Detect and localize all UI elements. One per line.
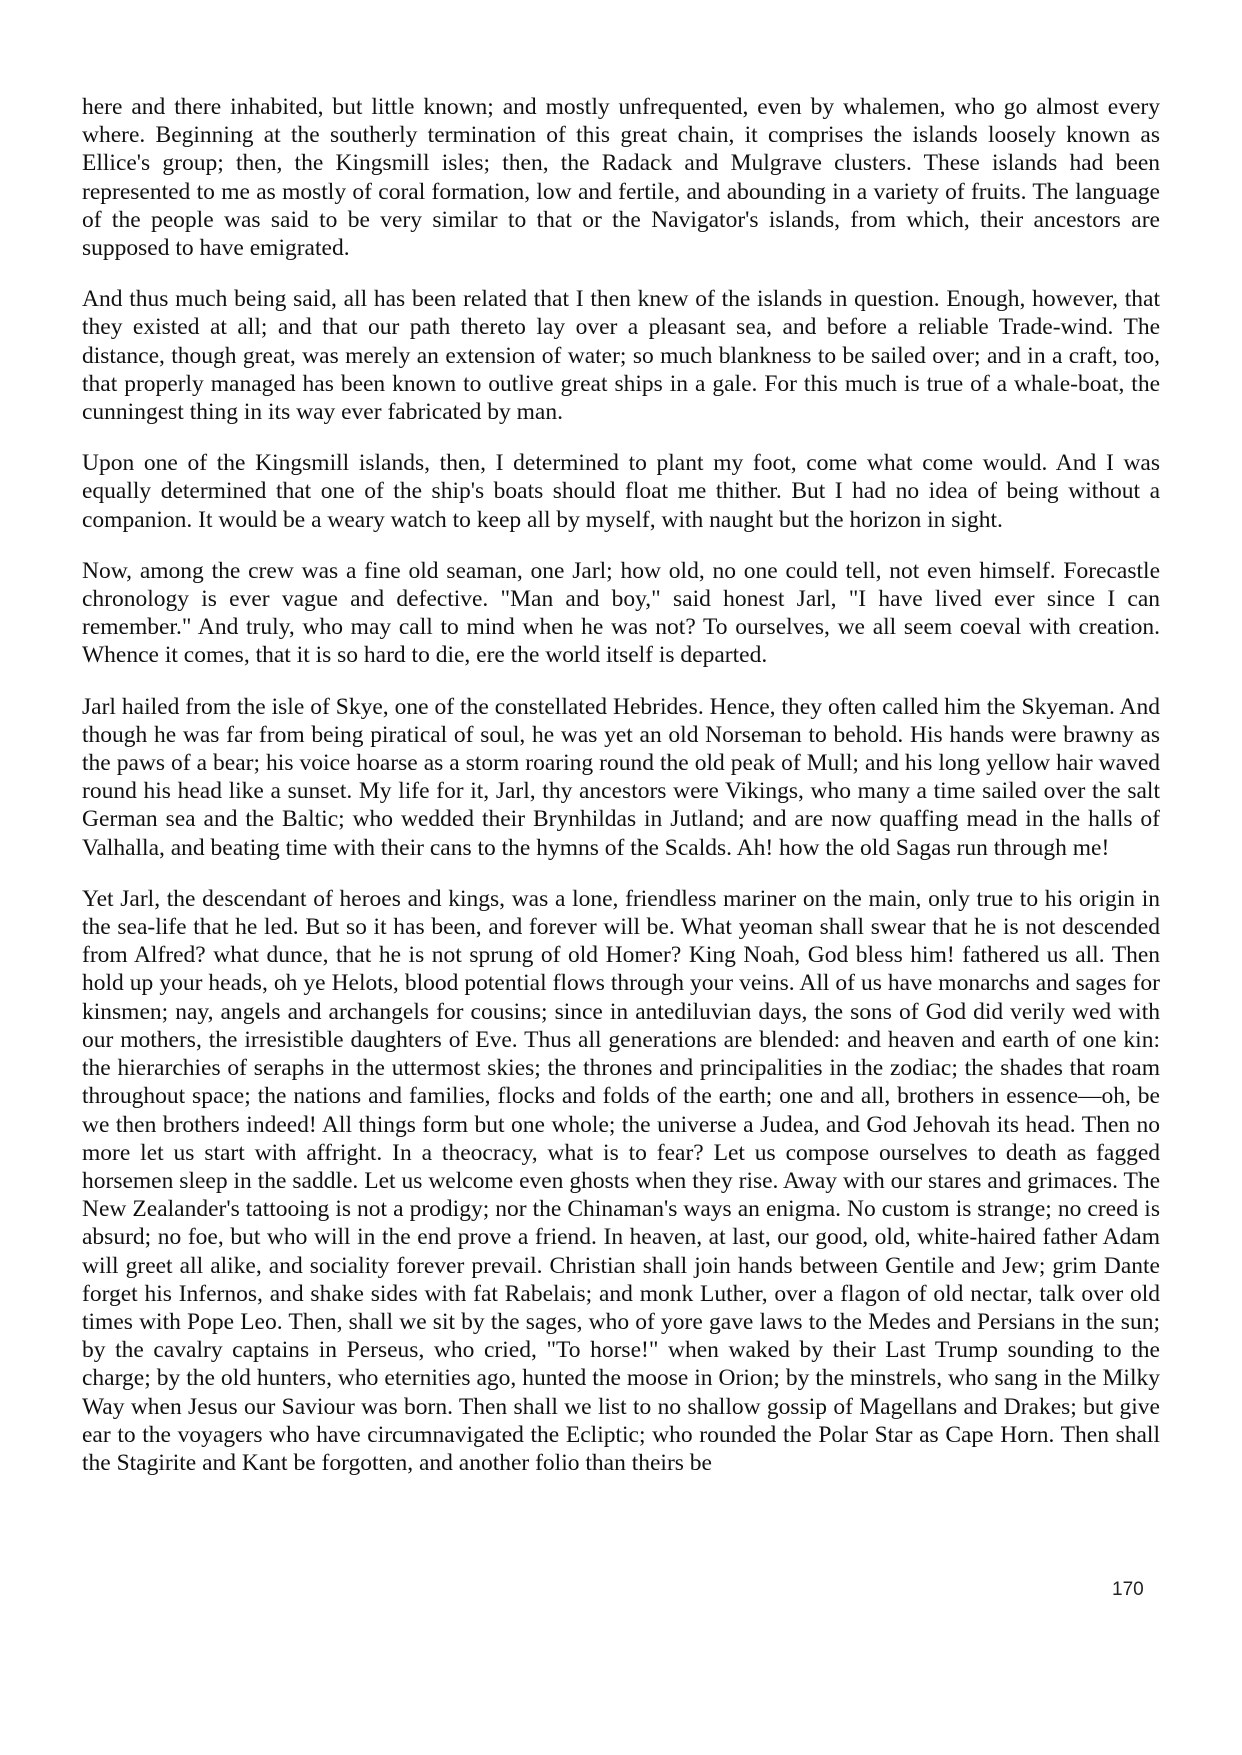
paragraph-4: Now, among the crew was a fine old seaman, one Jarl; how old, no one could tell, not even himself. Forecastle chronology is ever vague and defective. "Man and boy," said honest Jarl, "I have lived ever since I can remember." And truly, who may call to mind when he was not? To ourselves, we all seem coeval with creation. Whence it comes, that it is so hard to die, ere the world itself is departed. xyxy=(82,557,1160,669)
paragraph-6: Yet Jarl, the descendant of heroes and kings, was a lone, friendless mariner on the main, only true to his origin in the sea-life that he led. But so it has been, and forever will be. What yeoman shall swear that he is not descended from Alfred? what dunce, that he is not sprung of old Homer? King Noah, God bless him! fathered us all. Then hold up your heads, oh ye Helots, blood potential flows through your veins. All of us have monarchs and sages for kinsmen; nay, angels and archangels for cousins; since in antediluvian days, the sons of God did verily wed with our mothers, the irresistible daughters of Eve. Thus all generations are blended: and heaven and earth of one kin: the hierarchies of seraphs in the uttermost skies; the thrones and principalities in the zodiac; the shades that roam throughout space; the nations and families, flocks and folds of the earth; one and all, brothers in essence—oh, be we then brothers indeed! All things form but one whole; the universe a Judea, and God Jehovah its head. Then no more let us start with affright. In a theocracy, what is to fear? Let us compose ourselves to death as fagged horsemen sleep in the saddle. Let us welcome even ghosts when they rise. Away with our stares and grimaces. The New Zealander's tattooing is not a prodigy; nor the Chinaman's ways an enigma. No custom is strange; no creed is absurd; no foe, but who will in the end prove a friend. In heaven, at last, our good, old, white-haired father Adam will greet all alike, and sociality forever prevail. Christian shall join hands between Gentile and Jew; grim Dante forget his Infernos, and shake sides with fat Rabelais; and monk Luther, over a flagon of old nectar, talk over old times with Pope Leo. Then, shall we sit by the sages, who of yore gave laws to the Medes and Persians in the sun; by the cavalry captains in Perseus, who cried, "To horse!" when waked by their Last Trump sounding to the charge; by the old hunters, who eternities ago, hunted the moose in Orion; by the minstrels, who sang in the Milky Way when Jesus our Saviour was born. Then shall we list to no shallow gossip of Magellans and Drakes; but give ear to the voyagers who have circumnavigated the Ecliptic; who rounded the Polar Star as Cape Horn. Then shall the Stagirite and Kant be forgotten, and another folio than theirs be xyxy=(82,885,1160,1476)
page-body-text xyxy=(82,93,1160,1500)
paragraph-5: Jarl hailed from the isle of Skye, one of the constellated Hebrides. Hence, they often called him the Skyeman. And though he was far from being piratical of soul, he was yet an old Norseman to behold. His hands were brawny as the paws of a bear; his voice hoarse as a storm roaring round the old peak of Mull; and his long yellow hair waved round his head like a sunset. My life for it, Jarl, thy ancestors were Vikings, who many a time sailed over the salt German sea and the Baltic; who wedded their Brynhildas in Jutland; and are now quaffing mead in the halls of Valhalla, and beating time with their cans to the hymns of the Scalds. Ah! how the old Sagas run through me! xyxy=(82,693,1160,861)
page-number: 170 xyxy=(1112,1579,1144,1600)
paragraph-2: And thus much being said, all has been related that I then knew of the islands in question. Enough, however, that they existed at all; and that our path thereto lay over a pleasant sea, and before a reliable Trade-wind. The distance, though great, was merely an extension of water; so much blankness to be sailed over; and in a craft, too, that properly managed has been known to outlive great ships in a gale. For this much is true of a whale-boat, the cunningest thing in its way ever fabricated by man. xyxy=(82,286,1160,426)
paragraph-1: here and there inhabited, but little known; and mostly unfrequented, even by whalemen, who go almost every where. Beginning at the southerly termination of this great chain, it comprises the islands loosely known as Ellice's group; then, the Kingsmill isles; then, the Radack and Mulgrave clusters. These islands had been represented to me as mostly of coral formation, low and fertile, and abounding in a variety of fruits. The language of the people was said to be very similar to that or the Navigator's islands, from which, their ancestors are supposed to have emigrated. xyxy=(82,94,1160,262)
paragraph-3: Upon one of the Kingsmill islands, then, I determined to plant my foot, come what come would. And I was equally determined that one of the ship's boats should float me thither. But I had no idea of being without a companion. It would be a weary watch to keep all by myself, with naught but the horizon in sight. xyxy=(82,450,1160,533)
